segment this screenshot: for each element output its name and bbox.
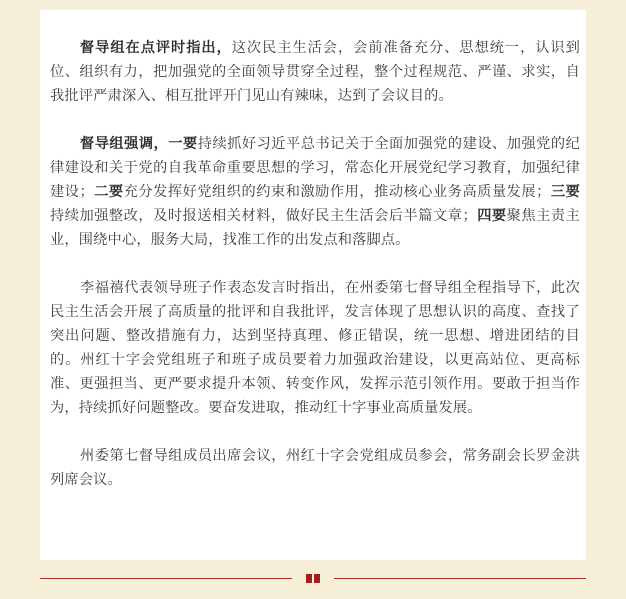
ornament-square-left (306, 574, 312, 583)
paragraph-leadership-statement (50, 276, 580, 420)
requirement-four-label: 四要 (476, 208, 507, 224)
double-square-ornament-icon (306, 574, 320, 583)
requirement-two-text: 充分发挥好党组织的约束和激励作用，推动核心业务高质量发展； (123, 184, 551, 200)
requirement-one-label: 一要 (168, 136, 198, 152)
paragraph-text-review: 这次民主生活会，会前准备充分、思想统一，认识到位、组织有力，把加强党的全面领导贯穿全过程，整个过程规范、严谨、求实，自我批评严肃深入、相互批评开门见山有辣味，达到了会议目的。 (50, 40, 580, 104)
article-body (50, 36, 580, 492)
divider-line-right (334, 578, 586, 579)
requirement-four-text: 聚焦主责主业，围绕中心，服务大局，找准工作的出发点和落脚点。 (50, 208, 580, 248)
requirement-one-text: 持续抓好习近平总书记关于全面加强党的建设、加强党的纪律建设和关于党的自我革命重要思想的学习，常态化开展党纪学习教育，加强纪律建设； (50, 136, 581, 200)
paragraph-lead-requirements: 督导组强调， (80, 136, 169, 152)
paragraph-review-comment (50, 36, 580, 108)
paragraph-text-attendance: 州委第七督导组成员出席会议，州红十字会党组成员参会，常务副会长罗金洪列席会议。 (50, 448, 580, 488)
paragraph-attendance (50, 444, 580, 492)
footer-divider (40, 573, 586, 585)
requirement-three-label: 三要 (550, 184, 580, 200)
paragraph-lead-review: 督导组在点评时指出， (80, 40, 232, 56)
divider-line-left (40, 578, 292, 579)
requirement-two-label: 二要 (93, 184, 124, 200)
ornament-square-right (314, 574, 320, 583)
requirement-three-text: 持续加强整改，及时报送相关材料，做好民主生活会后半篇文章； (50, 208, 477, 224)
paragraph-text-leadership: 李福禧代表领导班子作表态发言时指出，在州委第七督导组全程指导下，此次民主生活会开展了高质量的批评和自我批评，发言体现了思想认识的高度、查找了突出问题、整改措施有力，达到坚持真理、修正错误，统一思想、增进团结的目的。州红十字会党组班子和班子成员要着力加强政治建设，以更高站位、更高标准、更强担当、更严要求提升本领、转变作风，发挥示范引领作用。要敢于担当作为，持续抓好问题整改。要奋发进取，推动红十字事业高质量发展。 (50, 280, 580, 416)
paragraph-requirements (50, 132, 580, 252)
